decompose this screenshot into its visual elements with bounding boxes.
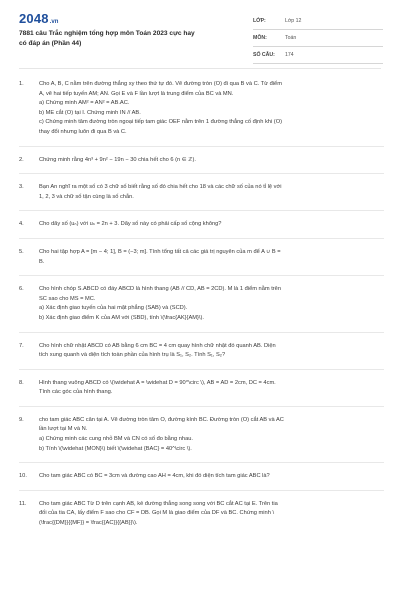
question-number: 8. [19,379,24,386]
question-item [19,416,384,454]
question-text [39,248,384,267]
question-text [39,342,384,361]
question-divider [19,462,384,463]
question-line: Tính các góc của hình thang. [39,389,113,396]
question-number: 4. [19,221,24,228]
meta-table [253,13,383,64]
question-line: 1, 2, 3 và chữ số tận cùng là số chẵn. [39,193,134,200]
question-line: SC sao cho MS = MC. [39,295,96,302]
title-line: 7881 câu Trắc nghiệm tổng hợp môn Toán 2023 cực hay [19,30,195,37]
question-line: Cho hai tập hợp A = [m − 4; 1], B = (−3; m]. Tính tổng tất cả các giá trị nguyên của m để A ∪ B = [39,248,281,255]
question-divider [19,210,384,211]
question-line: Hình thang vuông ABCD có \(\widehat A = \widehat D = 90^\circ \), AB = AD = 2cm, DC = 4cm. [39,379,276,386]
meta-value: 174 [285,52,294,58]
question-divider [19,406,384,407]
question-divider [19,369,384,370]
meta-row-count [253,47,383,64]
question-text [39,285,384,323]
question-line: thay đổi nhưng luôn đi qua B và C. [39,128,127,135]
question-line: a) Chứng minh AM² = AN² = AB.AC. [39,100,130,107]
question-divider [19,238,384,239]
question-number: 7. [19,342,24,349]
question-list [19,80,384,529]
site-logo[interactable] [19,11,58,27]
question-number: 5. [19,248,24,255]
question-item [19,500,384,529]
question-line: B. [39,258,45,265]
logo-text: 2048 [19,11,49,26]
meta-label: MÔN: [253,35,267,41]
question-line: (\frac{{DM}}{{MF}} = \frac{{AC}}{{AB}}\). [39,520,138,527]
question-line: Bạn An nghĩ ra một số có 3 chữ số biết rằng số đó chia hết cho 18 và các chữ số của nó tỉ lệ với [39,184,282,191]
question-item [19,183,384,202]
question-item [19,156,384,166]
question-line: Cho dãy số (uₙ) với uₙ = 2n + 3. Dãy số này có phải cấp số cộng không? [39,221,222,228]
meta-label: SỐ CÂU: [253,52,275,58]
question-text [39,500,384,529]
question-item [19,342,384,361]
question-divider [19,173,384,174]
question-line: Cho A, B, C nằm trên đường thẳng xy theo thứ tự đó. Vẽ đường tròn (O) đi qua B và C. Từ điểm [39,81,282,87]
question-item [19,472,384,482]
question-divider [19,332,384,333]
question-text [39,80,384,138]
question-number: 9. [19,416,24,423]
question-item [19,80,384,138]
question-line: lần lượt tại M và N. [39,426,88,433]
question-text [39,156,384,166]
question-number: 11. [19,500,27,507]
question-item [19,285,384,323]
logo-suffix: .vn [49,19,59,25]
question-line: đối của tia CA, lấy điểm F sao cho CF = DB. Gọi M là giao điểm của DF và BC. Chứng minh \ [39,510,275,517]
question-item [19,220,384,230]
question-text [39,379,384,398]
question-line: c) Chứng minh tâm đường tròn ngoại tiếp tam giác OEF nằm trên 1 đường thẳng cố định khi (O) [39,119,283,126]
question-line: b) ME cắt (O) tại I. Chứng minh IN // AB. [39,109,141,116]
meta-row-subject [253,30,383,47]
question-number: 6. [19,286,24,293]
question-item [19,379,384,398]
question-line: A, vẽ hai tiếp tuyến AM; AN. Gọi E và F lần lượt là trung điểm của BC và MN. [39,90,234,97]
question-line: a) Chứng minh các cung nhỏ BM và CN có số đo bằng nhau. [39,436,193,443]
question-line: b) Tính \(\widehat {MON}\) biết \(\widehat {BAC} = 40^\circ \). [39,445,192,452]
document-title [19,29,224,49]
question-text [39,220,384,230]
meta-row-grade [253,13,383,30]
question-number: 2. [19,156,24,163]
question-text [39,183,384,202]
question-divider [19,490,384,491]
question-text [39,472,384,482]
question-line: cho tam giác ABC cân tại A. Vẽ đường tròn tâm O, đường kính BC. Đường tròn (O) cắt AB và AC [39,416,284,423]
question-line: tích xung quanh và diện tích toàn phần của hình trụ là S₁, S₂. Tính S₁, S₂? [39,352,226,359]
question-line: Cho hình chóp S.ABCD có đáy ABCD là hình thang (AB // CD, AB = 2CD). M là 1 điểm nằm trên [39,286,281,293]
question-line: Chứng minh rằng 4n³ + 9n² − 19n − 30 chia hết cho 6 (n ∈ ℤ). [39,156,197,163]
question-line: Cho hình chữ nhật ABCD có AB bằng 6 cm BC = 4 cm quay hình chữ nhật đó quanh AB. Diện [39,342,276,349]
meta-label: LỚP: [253,18,266,24]
question-line: Cho tam giác ABC Từ D trên cạnh AB, kẻ đường thẳng song song với BC cắt AC tại E. Trên tia [39,500,278,507]
question-number: 10. [19,473,27,480]
question-line: b) Xác định giao điểm K của AM với (SBD), tính \(\frac{AK}{AM}\). [39,314,204,321]
question-divider [19,275,384,276]
question-number: 1. [19,81,24,87]
meta-value: Lớp 12 [285,18,302,24]
question-text [39,416,384,454]
header-divider [19,68,381,69]
question-number: 3. [19,184,24,191]
title-line: có đáp án (Phần 44) [19,40,82,47]
question-line: a) Xác định giao tuyến của hai mặt phẳng (SAB) và (SCD). [39,305,188,312]
question-item [19,248,384,267]
question-line: Cho tam giác ABC có BC = 3cm và đường cao AH = 4cm, khi đó diện tích tam giác ABC là? [39,473,270,480]
meta-value: Toán [285,35,297,41]
question-divider [19,146,384,147]
